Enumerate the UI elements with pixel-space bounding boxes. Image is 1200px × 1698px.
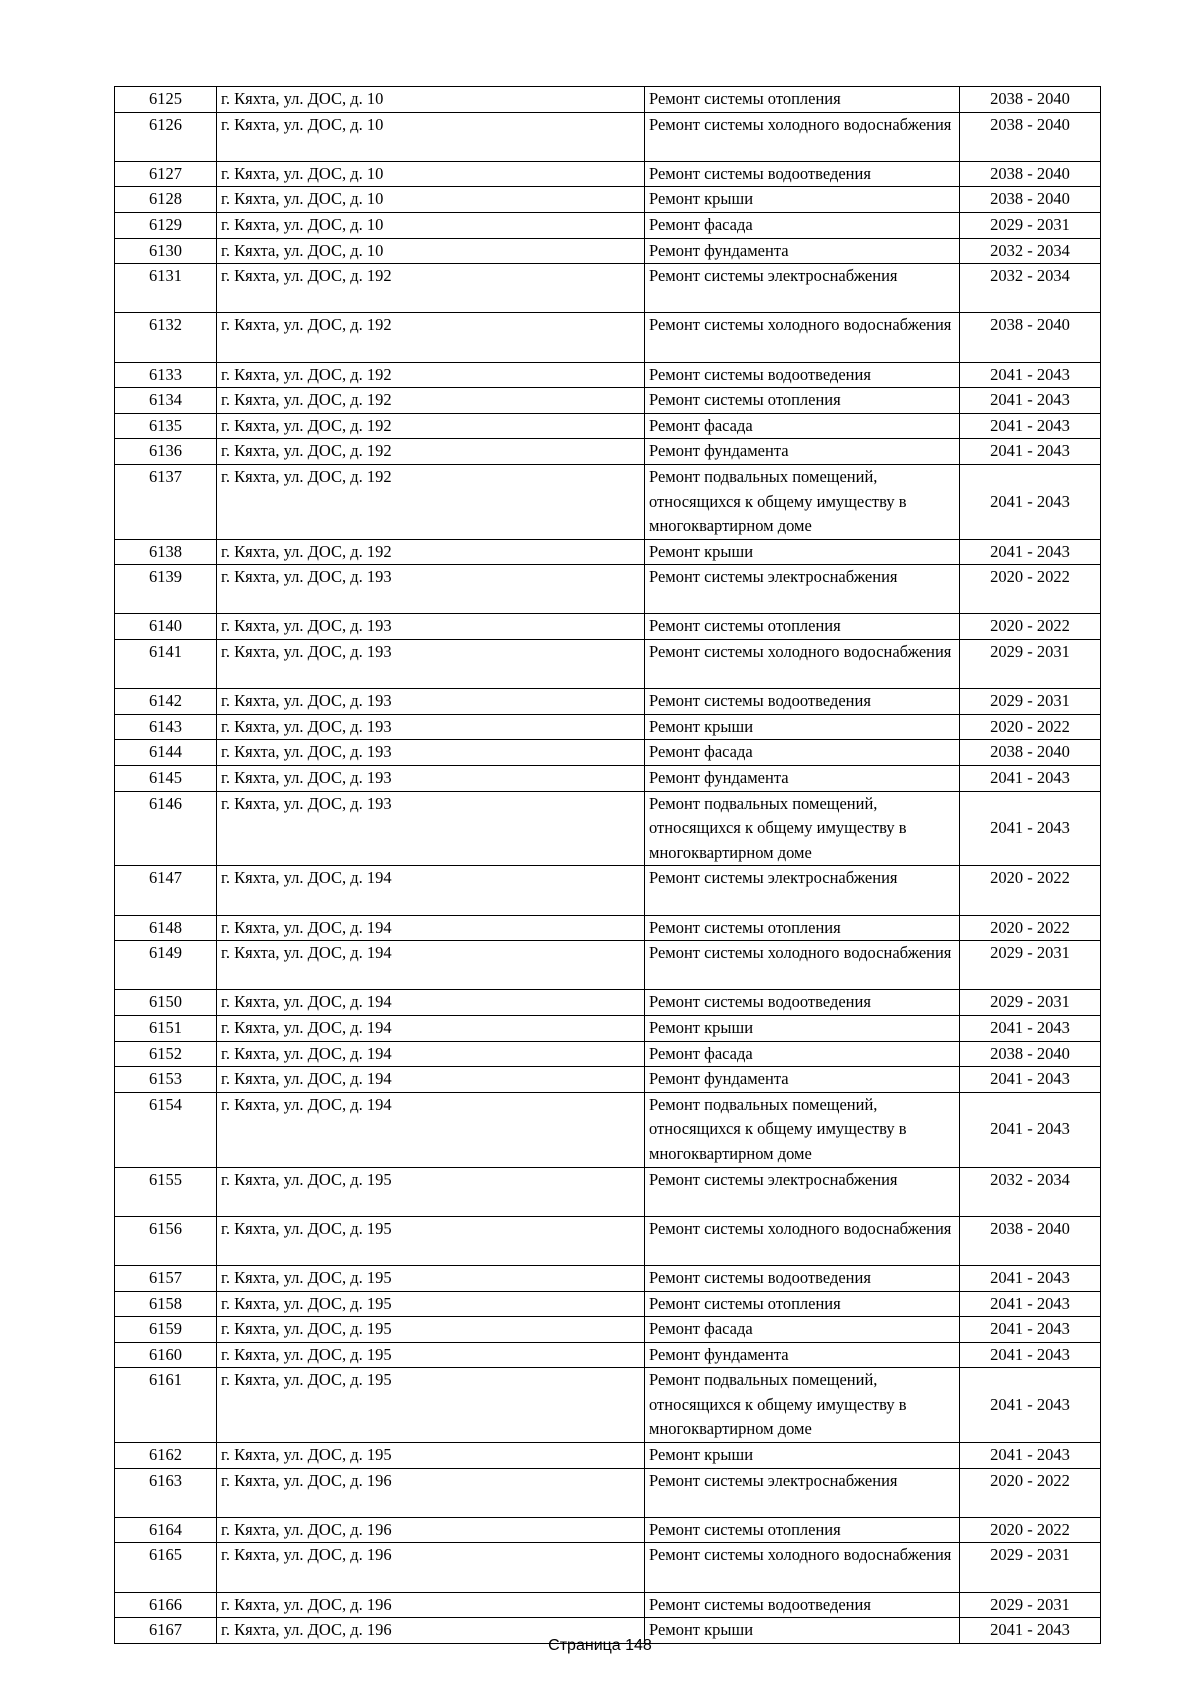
work-type-cell: Ремонт крыши xyxy=(645,187,960,213)
row-number-cell: 6125 xyxy=(115,87,217,113)
work-type-cell: Ремонт системы отопления xyxy=(645,614,960,640)
period-cell: 2041 - 2043 xyxy=(960,1342,1101,1368)
address-cell: г. Кяхта, ул. ДОС, д. 196 xyxy=(217,1517,645,1543)
table-row xyxy=(115,112,1101,161)
table-row xyxy=(115,313,1101,362)
row-number-cell: 6152 xyxy=(115,1041,217,1067)
table-row xyxy=(115,766,1101,792)
period-cell: 2041 - 2043 xyxy=(960,1265,1101,1291)
period-cell: 2038 - 2040 xyxy=(960,87,1101,113)
table-row xyxy=(115,238,1101,264)
period-cell: 2041 - 2043 xyxy=(960,1291,1101,1317)
period-cell: 2029 - 2031 xyxy=(960,990,1101,1016)
row-number-cell: 6132 xyxy=(115,313,217,362)
address-cell: г. Кяхта, ул. ДОС, д. 192 xyxy=(217,264,645,313)
row-number-cell: 6165 xyxy=(115,1543,217,1592)
period-cell: 2020 - 2022 xyxy=(960,714,1101,740)
period-cell: 2041 - 2043 xyxy=(960,1368,1101,1443)
row-number-cell: 6137 xyxy=(115,464,217,539)
address-cell: г. Кяхта, ул. ДОС, д. 10 xyxy=(217,112,645,161)
table-row xyxy=(115,1543,1101,1592)
row-number-cell: 6131 xyxy=(115,264,217,313)
row-number-cell: 6144 xyxy=(115,740,217,766)
table-row xyxy=(115,362,1101,388)
period-cell: 2041 - 2043 xyxy=(960,413,1101,439)
row-number-cell: 6130 xyxy=(115,238,217,264)
row-number-cell: 6146 xyxy=(115,791,217,866)
row-number-cell: 6128 xyxy=(115,187,217,213)
table-row xyxy=(115,161,1101,187)
address-cell: г. Кяхта, ул. ДОС, д. 195 xyxy=(217,1291,645,1317)
table-row xyxy=(115,413,1101,439)
table-row xyxy=(115,866,1101,915)
period-cell: 2038 - 2040 xyxy=(960,161,1101,187)
work-type-cell: Ремонт системы холодного водоснабжения xyxy=(645,1543,960,1592)
work-type-cell: Ремонт системы холодного водоснабжения xyxy=(645,941,960,990)
address-cell: г. Кяхта, ул. ДОС, д. 196 xyxy=(217,1592,645,1618)
address-cell: г. Кяхта, ул. ДОС, д. 193 xyxy=(217,689,645,715)
period-cell: 2038 - 2040 xyxy=(960,187,1101,213)
work-type-cell: Ремонт крыши xyxy=(645,539,960,565)
work-type-cell: Ремонт фасада xyxy=(645,212,960,238)
work-type-cell: Ремонт фасада xyxy=(645,1317,960,1343)
row-number-cell: 6158 xyxy=(115,1291,217,1317)
work-type-cell: Ремонт системы водоотведения xyxy=(645,362,960,388)
table-row xyxy=(115,1015,1101,1041)
address-cell: г. Кяхта, ул. ДОС, д. 194 xyxy=(217,915,645,941)
address-cell: г. Кяхта, ул. ДОС, д. 192 xyxy=(217,464,645,539)
row-number-cell: 6160 xyxy=(115,1342,217,1368)
table-row xyxy=(115,1291,1101,1317)
table-row xyxy=(115,714,1101,740)
address-cell: г. Кяхта, ул. ДОС, д. 193 xyxy=(217,640,645,689)
address-cell: г. Кяхта, ул. ДОС, д. 10 xyxy=(217,161,645,187)
address-cell: г. Кяхта, ул. ДОС, д. 192 xyxy=(217,539,645,565)
period-cell: 2029 - 2031 xyxy=(960,1592,1101,1618)
table-row xyxy=(115,1368,1101,1443)
work-type-cell: Ремонт фундамента xyxy=(645,439,960,465)
work-type-cell: Ремонт фундамента xyxy=(645,766,960,792)
address-cell: г. Кяхта, ул. ДОС, д. 195 xyxy=(217,1216,645,1265)
period-cell: 2032 - 2034 xyxy=(960,1167,1101,1216)
table-row xyxy=(115,1216,1101,1265)
period-cell: 2029 - 2031 xyxy=(960,640,1101,689)
row-number-cell: 6134 xyxy=(115,388,217,414)
row-number-cell: 6162 xyxy=(115,1443,217,1469)
period-cell: 2041 - 2043 xyxy=(960,388,1101,414)
work-type-cell: Ремонт системы электроснабжения xyxy=(645,565,960,614)
row-number-cell: 6142 xyxy=(115,689,217,715)
period-cell: 2041 - 2043 xyxy=(960,362,1101,388)
table-row xyxy=(115,187,1101,213)
work-type-cell: Ремонт системы холодного водоснабжения xyxy=(645,640,960,689)
table-row xyxy=(115,1167,1101,1216)
row-number-cell: 6166 xyxy=(115,1592,217,1618)
table-body xyxy=(115,87,1101,1644)
work-type-cell: Ремонт крыши xyxy=(645,1618,960,1644)
period-cell: 2041 - 2043 xyxy=(960,1092,1101,1167)
address-cell: г. Кяхта, ул. ДОС, д. 192 xyxy=(217,439,645,465)
repair-schedule-table xyxy=(114,86,1101,1644)
address-cell: г. Кяхта, ул. ДОС, д. 196 xyxy=(217,1468,645,1517)
address-cell: г. Кяхта, ул. ДОС, д. 192 xyxy=(217,388,645,414)
table-row xyxy=(115,1067,1101,1093)
work-type-cell: Ремонт системы отопления xyxy=(645,87,960,113)
period-cell: 2020 - 2022 xyxy=(960,565,1101,614)
table-row xyxy=(115,264,1101,313)
row-number-cell: 6157 xyxy=(115,1265,217,1291)
row-number-cell: 6141 xyxy=(115,640,217,689)
period-cell: 2041 - 2043 xyxy=(960,439,1101,465)
row-number-cell: 6167 xyxy=(115,1618,217,1644)
row-number-cell: 6140 xyxy=(115,614,217,640)
row-number-cell: 6139 xyxy=(115,565,217,614)
address-cell: г. Кяхта, ул. ДОС, д. 194 xyxy=(217,1092,645,1167)
period-cell: 2041 - 2043 xyxy=(960,791,1101,866)
table-row xyxy=(115,464,1101,539)
work-type-cell: Ремонт фундамента xyxy=(645,238,960,264)
address-cell: г. Кяхта, ул. ДОС, д. 194 xyxy=(217,1067,645,1093)
address-cell: г. Кяхта, ул. ДОС, д. 10 xyxy=(217,187,645,213)
address-cell: г. Кяхта, ул. ДОС, д. 10 xyxy=(217,87,645,113)
period-cell: 2020 - 2022 xyxy=(960,614,1101,640)
period-cell: 2029 - 2031 xyxy=(960,941,1101,990)
table-row xyxy=(115,740,1101,766)
address-cell: г. Кяхта, ул. ДОС, д. 195 xyxy=(217,1167,645,1216)
row-number-cell: 6151 xyxy=(115,1015,217,1041)
table-row xyxy=(115,1592,1101,1618)
address-cell: г. Кяхта, ул. ДОС, д. 194 xyxy=(217,866,645,915)
period-cell: 2029 - 2031 xyxy=(960,689,1101,715)
row-number-cell: 6129 xyxy=(115,212,217,238)
work-type-cell: Ремонт фасада xyxy=(645,413,960,439)
address-cell: г. Кяхта, ул. ДОС, д. 192 xyxy=(217,413,645,439)
table-row xyxy=(115,1517,1101,1543)
period-cell: 2041 - 2043 xyxy=(960,539,1101,565)
address-cell: г. Кяхта, ул. ДОС, д. 194 xyxy=(217,1015,645,1041)
work-type-cell: Ремонт системы водоотведения xyxy=(645,689,960,715)
work-type-cell: Ремонт системы холодного водоснабжения xyxy=(645,112,960,161)
address-cell: г. Кяхта, ул. ДОС, д. 193 xyxy=(217,766,645,792)
period-cell: 2041 - 2043 xyxy=(960,766,1101,792)
table-row xyxy=(115,388,1101,414)
period-cell: 2041 - 2043 xyxy=(960,1443,1101,1469)
row-number-cell: 6155 xyxy=(115,1167,217,1216)
row-number-cell: 6153 xyxy=(115,1067,217,1093)
row-number-cell: 6136 xyxy=(115,439,217,465)
period-cell: 2032 - 2034 xyxy=(960,264,1101,313)
address-cell: г. Кяхта, ул. ДОС, д. 10 xyxy=(217,212,645,238)
address-cell: г. Кяхта, ул. ДОС, д. 194 xyxy=(217,1041,645,1067)
row-number-cell: 6156 xyxy=(115,1216,217,1265)
address-cell: г. Кяхта, ул. ДОС, д. 10 xyxy=(217,238,645,264)
table-row xyxy=(115,1342,1101,1368)
period-cell: 2041 - 2043 xyxy=(960,1015,1101,1041)
period-cell: 2020 - 2022 xyxy=(960,866,1101,915)
period-cell: 2020 - 2022 xyxy=(960,1468,1101,1517)
work-type-cell: Ремонт подвальных помещений, относящихся к общему имуществу в многоквартирном доме xyxy=(645,1092,960,1167)
period-cell: 2041 - 2043 xyxy=(960,1067,1101,1093)
address-cell: г. Кяхта, ул. ДОС, д. 195 xyxy=(217,1443,645,1469)
table-row xyxy=(115,915,1101,941)
table-row xyxy=(115,640,1101,689)
table-row xyxy=(115,791,1101,866)
period-cell: 2020 - 2022 xyxy=(960,1517,1101,1543)
work-type-cell: Ремонт системы отопления xyxy=(645,1291,960,1317)
address-cell: г. Кяхта, ул. ДОС, д. 195 xyxy=(217,1342,645,1368)
work-type-cell: Ремонт системы водоотведения xyxy=(645,1265,960,1291)
table-row xyxy=(115,1317,1101,1343)
address-cell: г. Кяхта, ул. ДОС, д. 193 xyxy=(217,714,645,740)
period-cell: 2038 - 2040 xyxy=(960,112,1101,161)
work-type-cell: Ремонт системы электроснабжения xyxy=(645,264,960,313)
work-type-cell: Ремонт крыши xyxy=(645,1443,960,1469)
address-cell: г. Кяхта, ул. ДОС, д. 194 xyxy=(217,990,645,1016)
work-type-cell: Ремонт подвальных помещений, относящихся к общему имуществу в многоквартирном доме xyxy=(645,1368,960,1443)
work-type-cell: Ремонт системы водоотведения xyxy=(645,990,960,1016)
row-number-cell: 6161 xyxy=(115,1368,217,1443)
row-number-cell: 6149 xyxy=(115,941,217,990)
work-type-cell: Ремонт системы электроснабжения xyxy=(645,866,960,915)
work-type-cell: Ремонт фасада xyxy=(645,1041,960,1067)
table-row xyxy=(115,1041,1101,1067)
row-number-cell: 6163 xyxy=(115,1468,217,1517)
work-type-cell: Ремонт крыши xyxy=(645,714,960,740)
work-type-cell: Ремонт системы водоотведения xyxy=(645,1592,960,1618)
table-row xyxy=(115,212,1101,238)
row-number-cell: 6148 xyxy=(115,915,217,941)
table-row xyxy=(115,1092,1101,1167)
row-number-cell: 6164 xyxy=(115,1517,217,1543)
row-number-cell: 6135 xyxy=(115,413,217,439)
work-type-cell: Ремонт системы водоотведения xyxy=(645,161,960,187)
table-row xyxy=(115,689,1101,715)
period-cell: 2029 - 2031 xyxy=(960,1543,1101,1592)
address-cell: г. Кяхта, ул. ДОС, д. 195 xyxy=(217,1368,645,1443)
period-cell: 2038 - 2040 xyxy=(960,313,1101,362)
address-cell: г. Кяхта, ул. ДОС, д. 193 xyxy=(217,565,645,614)
period-cell: 2020 - 2022 xyxy=(960,915,1101,941)
work-type-cell: Ремонт фасада xyxy=(645,740,960,766)
work-type-cell: Ремонт системы отопления xyxy=(645,388,960,414)
work-type-cell: Ремонт системы холодного водоснабжения xyxy=(645,313,960,362)
work-type-cell: Ремонт системы электроснабжения xyxy=(645,1167,960,1216)
table-row xyxy=(115,87,1101,113)
row-number-cell: 6150 xyxy=(115,990,217,1016)
table-row xyxy=(115,539,1101,565)
work-type-cell: Ремонт крыши xyxy=(645,1015,960,1041)
address-cell: г. Кяхта, ул. ДОС, д. 195 xyxy=(217,1317,645,1343)
row-number-cell: 6127 xyxy=(115,161,217,187)
address-cell: г. Кяхта, ул. ДОС, д. 195 xyxy=(217,1265,645,1291)
period-cell: 2038 - 2040 xyxy=(960,740,1101,766)
address-cell: г. Кяхта, ул. ДОС, д. 192 xyxy=(217,313,645,362)
address-cell: г. Кяхта, ул. ДОС, д. 196 xyxy=(217,1618,645,1644)
address-cell: г. Кяхта, ул. ДОС, д. 193 xyxy=(217,740,645,766)
table-row xyxy=(115,614,1101,640)
table-row xyxy=(115,990,1101,1016)
work-type-cell: Ремонт системы отопления xyxy=(645,915,960,941)
work-type-cell: Ремонт подвальных помещений, относящихся к общему имуществу в многоквартирном доме xyxy=(645,464,960,539)
work-type-cell: Ремонт системы отопления xyxy=(645,1517,960,1543)
row-number-cell: 6145 xyxy=(115,766,217,792)
row-number-cell: 6154 xyxy=(115,1092,217,1167)
table-row xyxy=(115,1443,1101,1469)
row-number-cell: 6138 xyxy=(115,539,217,565)
work-type-cell: Ремонт подвальных помещений, относящихся к общему имуществу в многоквартирном доме xyxy=(645,791,960,866)
work-type-cell: Ремонт фундамента xyxy=(645,1342,960,1368)
period-cell: 2029 - 2031 xyxy=(960,212,1101,238)
period-cell: 2032 - 2034 xyxy=(960,238,1101,264)
row-number-cell: 6159 xyxy=(115,1317,217,1343)
period-cell: 2038 - 2040 xyxy=(960,1216,1101,1265)
period-cell: 2041 - 2043 xyxy=(960,464,1101,539)
period-cell: 2038 - 2040 xyxy=(960,1041,1101,1067)
table-row xyxy=(115,1468,1101,1517)
address-cell: г. Кяхта, ул. ДОС, д. 193 xyxy=(217,614,645,640)
address-cell: г. Кяхта, ул. ДОС, д. 193 xyxy=(217,791,645,866)
work-type-cell: Ремонт системы холодного водоснабжения xyxy=(645,1216,960,1265)
period-cell: 2041 - 2043 xyxy=(960,1618,1101,1644)
row-number-cell: 6126 xyxy=(115,112,217,161)
work-type-cell: Ремонт фундамента xyxy=(645,1067,960,1093)
row-number-cell: 6147 xyxy=(115,866,217,915)
table-row xyxy=(115,941,1101,990)
period-cell: 2041 - 2043 xyxy=(960,1317,1101,1343)
address-cell: г. Кяхта, ул. ДОС, д. 196 xyxy=(217,1543,645,1592)
table-row xyxy=(115,565,1101,614)
page-number: Страница 148 xyxy=(548,1637,652,1654)
table-row xyxy=(115,439,1101,465)
address-cell: г. Кяхта, ул. ДОС, д. 194 xyxy=(217,941,645,990)
work-type-cell: Ремонт системы электроснабжения xyxy=(645,1468,960,1517)
row-number-cell: 6133 xyxy=(115,362,217,388)
address-cell: г. Кяхта, ул. ДОС, д. 192 xyxy=(217,362,645,388)
row-number-cell: 6143 xyxy=(115,714,217,740)
table-row xyxy=(115,1265,1101,1291)
